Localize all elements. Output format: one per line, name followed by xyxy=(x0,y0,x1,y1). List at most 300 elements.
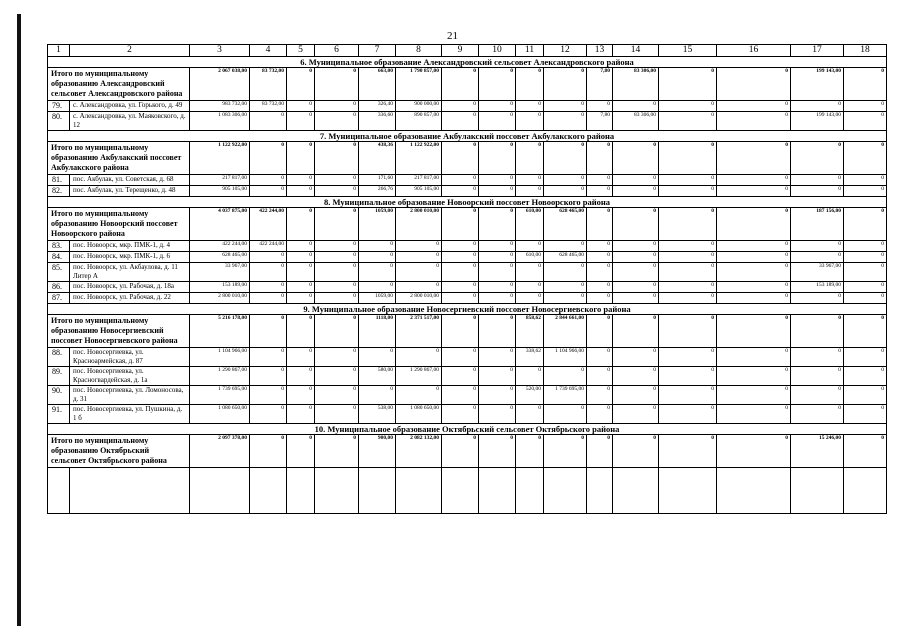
cell-value: 0 xyxy=(359,282,396,293)
cell-value: 0 xyxy=(587,405,613,424)
total-label: Итого по муниципальному образованию Новосергиевский поссовет Новосергиевского района xyxy=(48,315,190,348)
table-row xyxy=(48,405,887,424)
cell-value: 0 xyxy=(587,241,613,252)
cell-value: 0 xyxy=(844,263,887,282)
cell-value: 0 xyxy=(396,263,442,282)
cell-value: 0 xyxy=(791,186,844,197)
table-row xyxy=(48,367,887,386)
cell-value: 0 xyxy=(250,405,287,424)
cell-value: 905 105,00 xyxy=(190,186,250,197)
table-row xyxy=(48,241,887,252)
table-row xyxy=(48,175,887,186)
cell-value: 0 xyxy=(544,367,587,386)
cell-value: 0 xyxy=(396,348,442,367)
row-number: 90. xyxy=(48,386,70,405)
cell-value: 0 xyxy=(516,101,544,112)
column-header: 2 xyxy=(70,45,190,57)
cell-value: 0 xyxy=(659,252,717,263)
total-label: Итого по муниципальному образованию Александровский сельсовет Александровского района xyxy=(48,68,190,101)
blank-cell xyxy=(396,468,442,514)
cell-value: 0 xyxy=(587,348,613,367)
row-number: 81. xyxy=(48,175,70,186)
cell-value: 2 800 010,00 xyxy=(190,293,250,304)
cell-value: 338,62 xyxy=(516,348,544,367)
section-total-row xyxy=(48,315,887,348)
total-value: 0 xyxy=(516,68,544,101)
row-number: 88. xyxy=(48,348,70,367)
column-header: 16 xyxy=(717,45,791,57)
cell-value: 0 xyxy=(287,241,315,252)
cell-value: 0 xyxy=(315,263,359,282)
cell-value: 0 xyxy=(544,241,587,252)
column-header: 12 xyxy=(544,45,587,57)
cell-value: 0 xyxy=(659,348,717,367)
cell-value: 0 xyxy=(250,186,287,197)
row-address: пос. Акбулак, ул. Терещенко, д. 48 xyxy=(70,186,190,197)
cell-value: 0 xyxy=(442,282,479,293)
cell-value: 0 xyxy=(844,112,887,131)
total-value: 663,00 xyxy=(359,68,396,101)
total-value: 0 xyxy=(479,435,516,468)
section-title: 6. Муниципальное образование Александровский сельсовет Александровского района xyxy=(48,57,887,68)
cell-value: 0 xyxy=(791,101,844,112)
cell-value: 0 xyxy=(250,112,287,131)
cell-value: 0 xyxy=(587,282,613,293)
cell-value: 0 xyxy=(442,112,479,131)
row-address: пос. Новосергиевка, ул. Красногвардейская, д. 1а xyxy=(70,367,190,386)
row-number: 85. xyxy=(48,263,70,282)
cell-value: 0 xyxy=(516,405,544,424)
cell-value: 0 xyxy=(250,367,287,386)
cell-value: 0 xyxy=(250,348,287,367)
total-value: 0 xyxy=(315,435,359,468)
cell-value: 0 xyxy=(516,186,544,197)
section-title: 9. Муниципальное образование Новосергиевский поссовет Новосергиевского района xyxy=(48,304,887,315)
column-header: 17 xyxy=(791,45,844,57)
cell-value: 628 465,00 xyxy=(190,252,250,263)
total-value: 0 xyxy=(659,142,717,175)
blank-cell xyxy=(659,468,717,514)
table-row xyxy=(48,101,887,112)
total-value: 0 xyxy=(613,142,659,175)
total-value: 0 xyxy=(544,142,587,175)
blank-cell xyxy=(717,468,791,514)
cell-value: 0 xyxy=(359,252,396,263)
cell-value: 1 290 867,00 xyxy=(396,367,442,386)
cell-value: 1 739 695,00 xyxy=(190,386,250,405)
table-row xyxy=(48,386,887,405)
cell-value: 0 xyxy=(844,241,887,252)
total-value: 0 xyxy=(659,435,717,468)
cell-value: 0 xyxy=(315,175,359,186)
cell-value: 1 104 966,00 xyxy=(190,348,250,367)
total-value: 0 xyxy=(442,68,479,101)
total-value: 1118,00 xyxy=(359,315,396,348)
cell-value: 422 244,00 xyxy=(250,241,287,252)
cell-value: 0 xyxy=(717,252,791,263)
cell-value: 0 xyxy=(442,101,479,112)
cell-value: 0 xyxy=(717,186,791,197)
table-row xyxy=(48,293,887,304)
total-value: 1 122 922,00 xyxy=(396,142,442,175)
total-value: 0 xyxy=(315,68,359,101)
cell-value: 1 083 306,00 xyxy=(190,112,250,131)
cell-value: 0 xyxy=(613,405,659,424)
section-total-row xyxy=(48,68,887,101)
blank-cell xyxy=(479,468,516,514)
row-number: 83. xyxy=(48,241,70,252)
cell-value: 1 739 695,00 xyxy=(544,386,587,405)
cell-value: 0 xyxy=(844,175,887,186)
cell-value: 0 xyxy=(442,252,479,263)
cell-value: 0 xyxy=(315,293,359,304)
cell-value: 0 xyxy=(516,282,544,293)
blank-cell xyxy=(250,468,287,514)
row-address: с. Александровка, ул. Горького, д. 49 xyxy=(70,101,190,112)
total-value: 438,36 xyxy=(359,142,396,175)
cell-value: 0 xyxy=(315,386,359,405)
table-row xyxy=(48,252,887,263)
cell-value: 0 xyxy=(315,367,359,386)
cell-value: 0 xyxy=(442,386,479,405)
cell-value: 217 817,00 xyxy=(190,175,250,186)
cell-value: 0 xyxy=(479,293,516,304)
cell-value: 0 xyxy=(791,386,844,405)
total-value: 628 465,00 xyxy=(544,208,587,241)
cell-value: 983 732,00 xyxy=(190,101,250,112)
section-title-row xyxy=(48,197,887,208)
cell-value: 580,00 xyxy=(359,367,396,386)
cell-value: 0 xyxy=(516,241,544,252)
cell-value: 0 xyxy=(359,348,396,367)
total-value: 1 790 857,00 xyxy=(396,68,442,101)
cell-value: 0 xyxy=(479,263,516,282)
cell-value: 0 xyxy=(659,386,717,405)
cell-value: 83 732,00 xyxy=(250,101,287,112)
cell-value: 0 xyxy=(791,241,844,252)
section-title-row xyxy=(48,424,887,435)
cell-value: 0 xyxy=(479,241,516,252)
cell-value: 0 xyxy=(587,101,613,112)
total-value: 2 371 517,00 xyxy=(396,315,442,348)
data-table xyxy=(47,44,887,514)
total-value: 5 216 178,00 xyxy=(190,315,250,348)
cell-value: 0 xyxy=(587,252,613,263)
cell-value: 0 xyxy=(613,252,659,263)
total-value: 858,62 xyxy=(516,315,544,348)
row-address: пос. Новосергиевка, ул. Ломоносова, д. 31 xyxy=(70,386,190,405)
column-header: 5 xyxy=(287,45,315,57)
column-header: 18 xyxy=(844,45,887,57)
total-value: 0 xyxy=(613,315,659,348)
row-number: 79. xyxy=(48,101,70,112)
cell-value: 0 xyxy=(544,282,587,293)
cell-value: 0 xyxy=(359,386,396,405)
row-number: 82. xyxy=(48,186,70,197)
cell-value: 0 xyxy=(844,386,887,405)
row-address: пос. Акбулак, ул. Советская, д. 68 xyxy=(70,175,190,186)
cell-value: 0 xyxy=(791,252,844,263)
section-title: 7. Муниципальное образование Акбулакский поссовет Акбулакского района xyxy=(48,131,887,142)
cell-value: 0 xyxy=(250,263,287,282)
blank-cell xyxy=(287,468,315,514)
total-label: Итого по муниципальному образованию Новоорский поссовет Новоорского района xyxy=(48,208,190,241)
row-address: пос. Новосергиевка, ул. Пушкина, д. 1 б xyxy=(70,405,190,424)
cell-value: 520,00 xyxy=(516,386,544,405)
total-value: 0 xyxy=(659,315,717,348)
cell-value: 0 xyxy=(613,348,659,367)
total-value: 1 122 922,00 xyxy=(190,142,250,175)
blank-cell xyxy=(359,468,396,514)
column-header: 13 xyxy=(587,45,613,57)
blank-cell xyxy=(544,468,587,514)
cell-value: 0 xyxy=(717,367,791,386)
section-total-row xyxy=(48,142,887,175)
cell-value: 0 xyxy=(479,101,516,112)
cell-value: 1 290 867,00 xyxy=(190,367,250,386)
cell-value: 0 xyxy=(544,293,587,304)
column-header: 3 xyxy=(190,45,250,57)
cell-value: 0 xyxy=(315,282,359,293)
cell-value: 0 xyxy=(587,263,613,282)
total-value: 0 xyxy=(315,142,359,175)
cell-value: 0 xyxy=(315,348,359,367)
cell-value: 0 xyxy=(250,386,287,405)
cell-value: 153 189,00 xyxy=(190,282,250,293)
row-number: 80. xyxy=(48,112,70,131)
cell-value: 0 xyxy=(287,348,315,367)
cell-value: 0 xyxy=(659,282,717,293)
cell-value: 0 xyxy=(516,112,544,131)
total-value: 0 xyxy=(587,435,613,468)
cell-value: 0 xyxy=(844,367,887,386)
cell-value: 0 xyxy=(717,348,791,367)
cell-value: 2 800 010,00 xyxy=(396,293,442,304)
cell-value: 0 xyxy=(479,386,516,405)
cell-value: 0 xyxy=(287,101,315,112)
total-value: 0 xyxy=(479,208,516,241)
cell-value: 0 xyxy=(844,405,887,424)
blank-cell xyxy=(442,468,479,514)
cell-value: 0 xyxy=(587,367,613,386)
cell-value: 1059,00 xyxy=(359,293,396,304)
cell-value: 0 xyxy=(791,348,844,367)
row-address: пос. Новоорск, мкр. ПМК-1, д. 4 xyxy=(70,241,190,252)
total-value: 0 xyxy=(717,315,791,348)
total-value: 2 097 378,00 xyxy=(190,435,250,468)
cell-value: 0 xyxy=(659,112,717,131)
total-value: 0 xyxy=(250,435,287,468)
table-row xyxy=(48,282,887,293)
total-value: 0 xyxy=(659,68,717,101)
cell-value: 0 xyxy=(659,241,717,252)
total-value: 0 xyxy=(791,315,844,348)
row-number: 84. xyxy=(48,252,70,263)
cell-value: 0 xyxy=(250,282,287,293)
total-value: 0 xyxy=(287,142,315,175)
cell-value: 0 xyxy=(613,386,659,405)
total-value: 0 xyxy=(844,208,887,241)
cell-value: 0 xyxy=(544,186,587,197)
total-value: 2 800 010,00 xyxy=(396,208,442,241)
cell-value: 0 xyxy=(479,186,516,197)
cell-value: 0 xyxy=(442,367,479,386)
total-value: 83 306,00 xyxy=(613,68,659,101)
total-value: 0 xyxy=(544,68,587,101)
total-value: 0 xyxy=(442,142,479,175)
cell-value: 628 465,00 xyxy=(544,252,587,263)
cell-value: 1 080 650,00 xyxy=(190,405,250,424)
cell-value: 422 244,00 xyxy=(190,241,250,252)
cell-value: 1 080 650,00 xyxy=(396,405,442,424)
total-value: 1059,00 xyxy=(359,208,396,241)
cell-value: 0 xyxy=(659,186,717,197)
row-address: пос. Новоорск, ул. Рабочая, д. 18а xyxy=(70,282,190,293)
total-value: 0 xyxy=(844,315,887,348)
cell-value: 0 xyxy=(442,293,479,304)
blank-cell xyxy=(587,468,613,514)
cell-value: 0 xyxy=(287,367,315,386)
cell-value: 171,60 xyxy=(359,175,396,186)
cell-value: 0 xyxy=(479,367,516,386)
total-value: 2 844 661,00 xyxy=(544,315,587,348)
cell-value: 0 xyxy=(717,263,791,282)
cell-value: 217 817,00 xyxy=(396,175,442,186)
cell-value: 0 xyxy=(717,293,791,304)
cell-value: 0 xyxy=(659,263,717,282)
cell-value: 326,40 xyxy=(359,101,396,112)
cell-value: 1 104 966,00 xyxy=(544,348,587,367)
cell-value: 0 xyxy=(659,367,717,386)
total-value: 0 xyxy=(442,435,479,468)
total-value: 0 xyxy=(287,68,315,101)
blank-cell xyxy=(844,468,887,514)
cell-value: 0 xyxy=(479,112,516,131)
cell-value: 538,00 xyxy=(359,405,396,424)
row-address: пос. Новосергиевка, ул. Красноармейская, д. 87 xyxy=(70,348,190,367)
column-header: 7 xyxy=(359,45,396,57)
cell-value: 0 xyxy=(791,293,844,304)
table-row xyxy=(48,186,887,197)
cell-value: 0 xyxy=(613,282,659,293)
total-value: 187 156,00 xyxy=(791,208,844,241)
cell-value: 0 xyxy=(396,241,442,252)
total-value: 0 xyxy=(544,435,587,468)
table-row xyxy=(48,112,887,131)
cell-value: 0 xyxy=(717,386,791,405)
blank-cell xyxy=(190,468,250,514)
blank-cell xyxy=(516,468,544,514)
total-value: 0 xyxy=(844,435,887,468)
column-header: 11 xyxy=(516,45,544,57)
cell-value: 0 xyxy=(516,175,544,186)
cell-value: 0 xyxy=(442,405,479,424)
cell-value: 0 xyxy=(844,348,887,367)
cell-value: 83 306,00 xyxy=(613,112,659,131)
cell-value: 0 xyxy=(659,175,717,186)
cell-value: 0 xyxy=(717,101,791,112)
section-total-row xyxy=(48,435,887,468)
cell-value: 0 xyxy=(613,186,659,197)
total-value: 15 246,00 xyxy=(791,435,844,468)
blank-cell xyxy=(613,468,659,514)
cell-value: 0 xyxy=(516,367,544,386)
cell-value: 0 xyxy=(287,252,315,263)
cell-value: 0 xyxy=(587,386,613,405)
row-number: 89. xyxy=(48,367,70,386)
cell-value: 0 xyxy=(250,175,287,186)
cell-value: 0 xyxy=(287,175,315,186)
cell-value: 0 xyxy=(315,186,359,197)
cell-value: 33 967,00 xyxy=(190,263,250,282)
section-title: 8. Муниципальное образование Новоорский поссовет Новоорского района xyxy=(48,197,887,208)
cell-value: 336,60 xyxy=(359,112,396,131)
cell-value: 0 xyxy=(396,386,442,405)
cell-value: 0 xyxy=(287,186,315,197)
cell-value: 0 xyxy=(791,367,844,386)
column-header: 15 xyxy=(659,45,717,57)
row-number: 91. xyxy=(48,405,70,424)
cell-value: 0 xyxy=(479,175,516,186)
total-value: 0 xyxy=(442,315,479,348)
cell-value: 0 xyxy=(396,282,442,293)
column-header: 9 xyxy=(442,45,479,57)
total-value: 0 xyxy=(287,315,315,348)
cell-value: 0 xyxy=(544,405,587,424)
page-number: 21 xyxy=(447,30,458,42)
section-total-row xyxy=(48,208,887,241)
total-value: 0 xyxy=(250,142,287,175)
cell-value: 0 xyxy=(359,263,396,282)
cell-value: 0 xyxy=(287,405,315,424)
total-value: 0 xyxy=(659,208,717,241)
cell-value: 0 xyxy=(287,386,315,405)
cell-value: 0 xyxy=(315,112,359,131)
cell-value: 0 xyxy=(287,282,315,293)
total-value: 0 xyxy=(717,142,791,175)
row-address: пос. Новоорск, мкр. ПМК-1, д. 6 xyxy=(70,252,190,263)
table-row xyxy=(48,348,887,367)
row-address: пос. Новоорск, ул. Рабочая, д. 22 xyxy=(70,293,190,304)
cell-value: 0 xyxy=(791,175,844,186)
cell-value: 0 xyxy=(659,101,717,112)
cell-value: 905 105,00 xyxy=(396,186,442,197)
blank-cell xyxy=(315,468,359,514)
total-value: 83 732,00 xyxy=(250,68,287,101)
total-value: 0 xyxy=(479,142,516,175)
column-header: 8 xyxy=(396,45,442,57)
cell-value: 0 xyxy=(315,101,359,112)
cell-value: 0 xyxy=(315,252,359,263)
total-value: 0 xyxy=(587,142,613,175)
total-value: 610,00 xyxy=(516,208,544,241)
section-title-row xyxy=(48,304,887,315)
column-header: 6 xyxy=(315,45,359,57)
cell-value: 0 xyxy=(250,293,287,304)
total-value: 0 xyxy=(315,208,359,241)
cell-value: 0 xyxy=(717,175,791,186)
total-value: 0 xyxy=(287,208,315,241)
column-header: 1 xyxy=(48,45,70,57)
cell-value: 33 967,00 xyxy=(791,263,844,282)
total-value: 2 067 038,00 xyxy=(190,68,250,101)
cell-value: 0 xyxy=(613,241,659,252)
cell-value: 0 xyxy=(844,252,887,263)
cell-value: 0 xyxy=(844,293,887,304)
cell-value: 0 xyxy=(479,405,516,424)
total-value: 0 xyxy=(442,208,479,241)
total-value: 0 xyxy=(717,68,791,101)
